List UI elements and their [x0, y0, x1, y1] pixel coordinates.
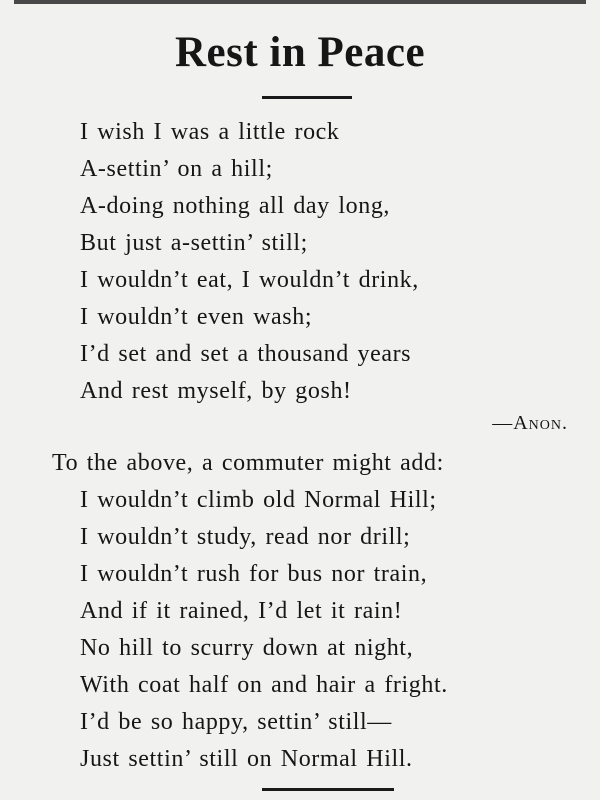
stanza1-line: But just a-settin’ still; [80, 230, 308, 256]
stanza1-line: A-doing nothing all day long, [80, 193, 391, 219]
stanza1-line: I’d set and set a thousand years [80, 341, 412, 367]
clipping-edge [14, 0, 586, 4]
stanza2-line: No hill to scurry down at night, [80, 635, 414, 661]
stanza1-line: And rest myself, by gosh! [80, 378, 352, 404]
stanza2-line: With coat half on and hair a fright. [80, 672, 448, 698]
stanza1-line: I wouldn’t eat, I wouldn’t drink, [80, 267, 419, 293]
stanza2-line: And if it rained, I’d let it rain! [80, 598, 403, 624]
stanza2-line: I wouldn’t rush for bus nor train, [80, 561, 428, 587]
stanza2-line: I wouldn’t study, read nor drill; [80, 524, 411, 550]
closing-rule [262, 788, 394, 791]
attribution: —Anon. [492, 412, 568, 434]
stanza2-line: I wouldn’t climb old Normal Hill; [80, 487, 437, 513]
stanza2-line: I’d be so happy, settin’ still— [80, 709, 392, 735]
poem-title: Rest in Peace [174, 29, 426, 76]
stanza1-line: I wish I was a little rock [80, 119, 340, 145]
stanza1-line: I wouldn’t even wash; [80, 304, 313, 330]
stanza2-line: Just settin’ still on Normal Hill. [80, 746, 413, 772]
title-rule [262, 96, 352, 99]
stanza1-line: A-settin’ on a hill; [80, 156, 273, 182]
commuter-intro: To the above, a commuter might add: [52, 450, 444, 476]
